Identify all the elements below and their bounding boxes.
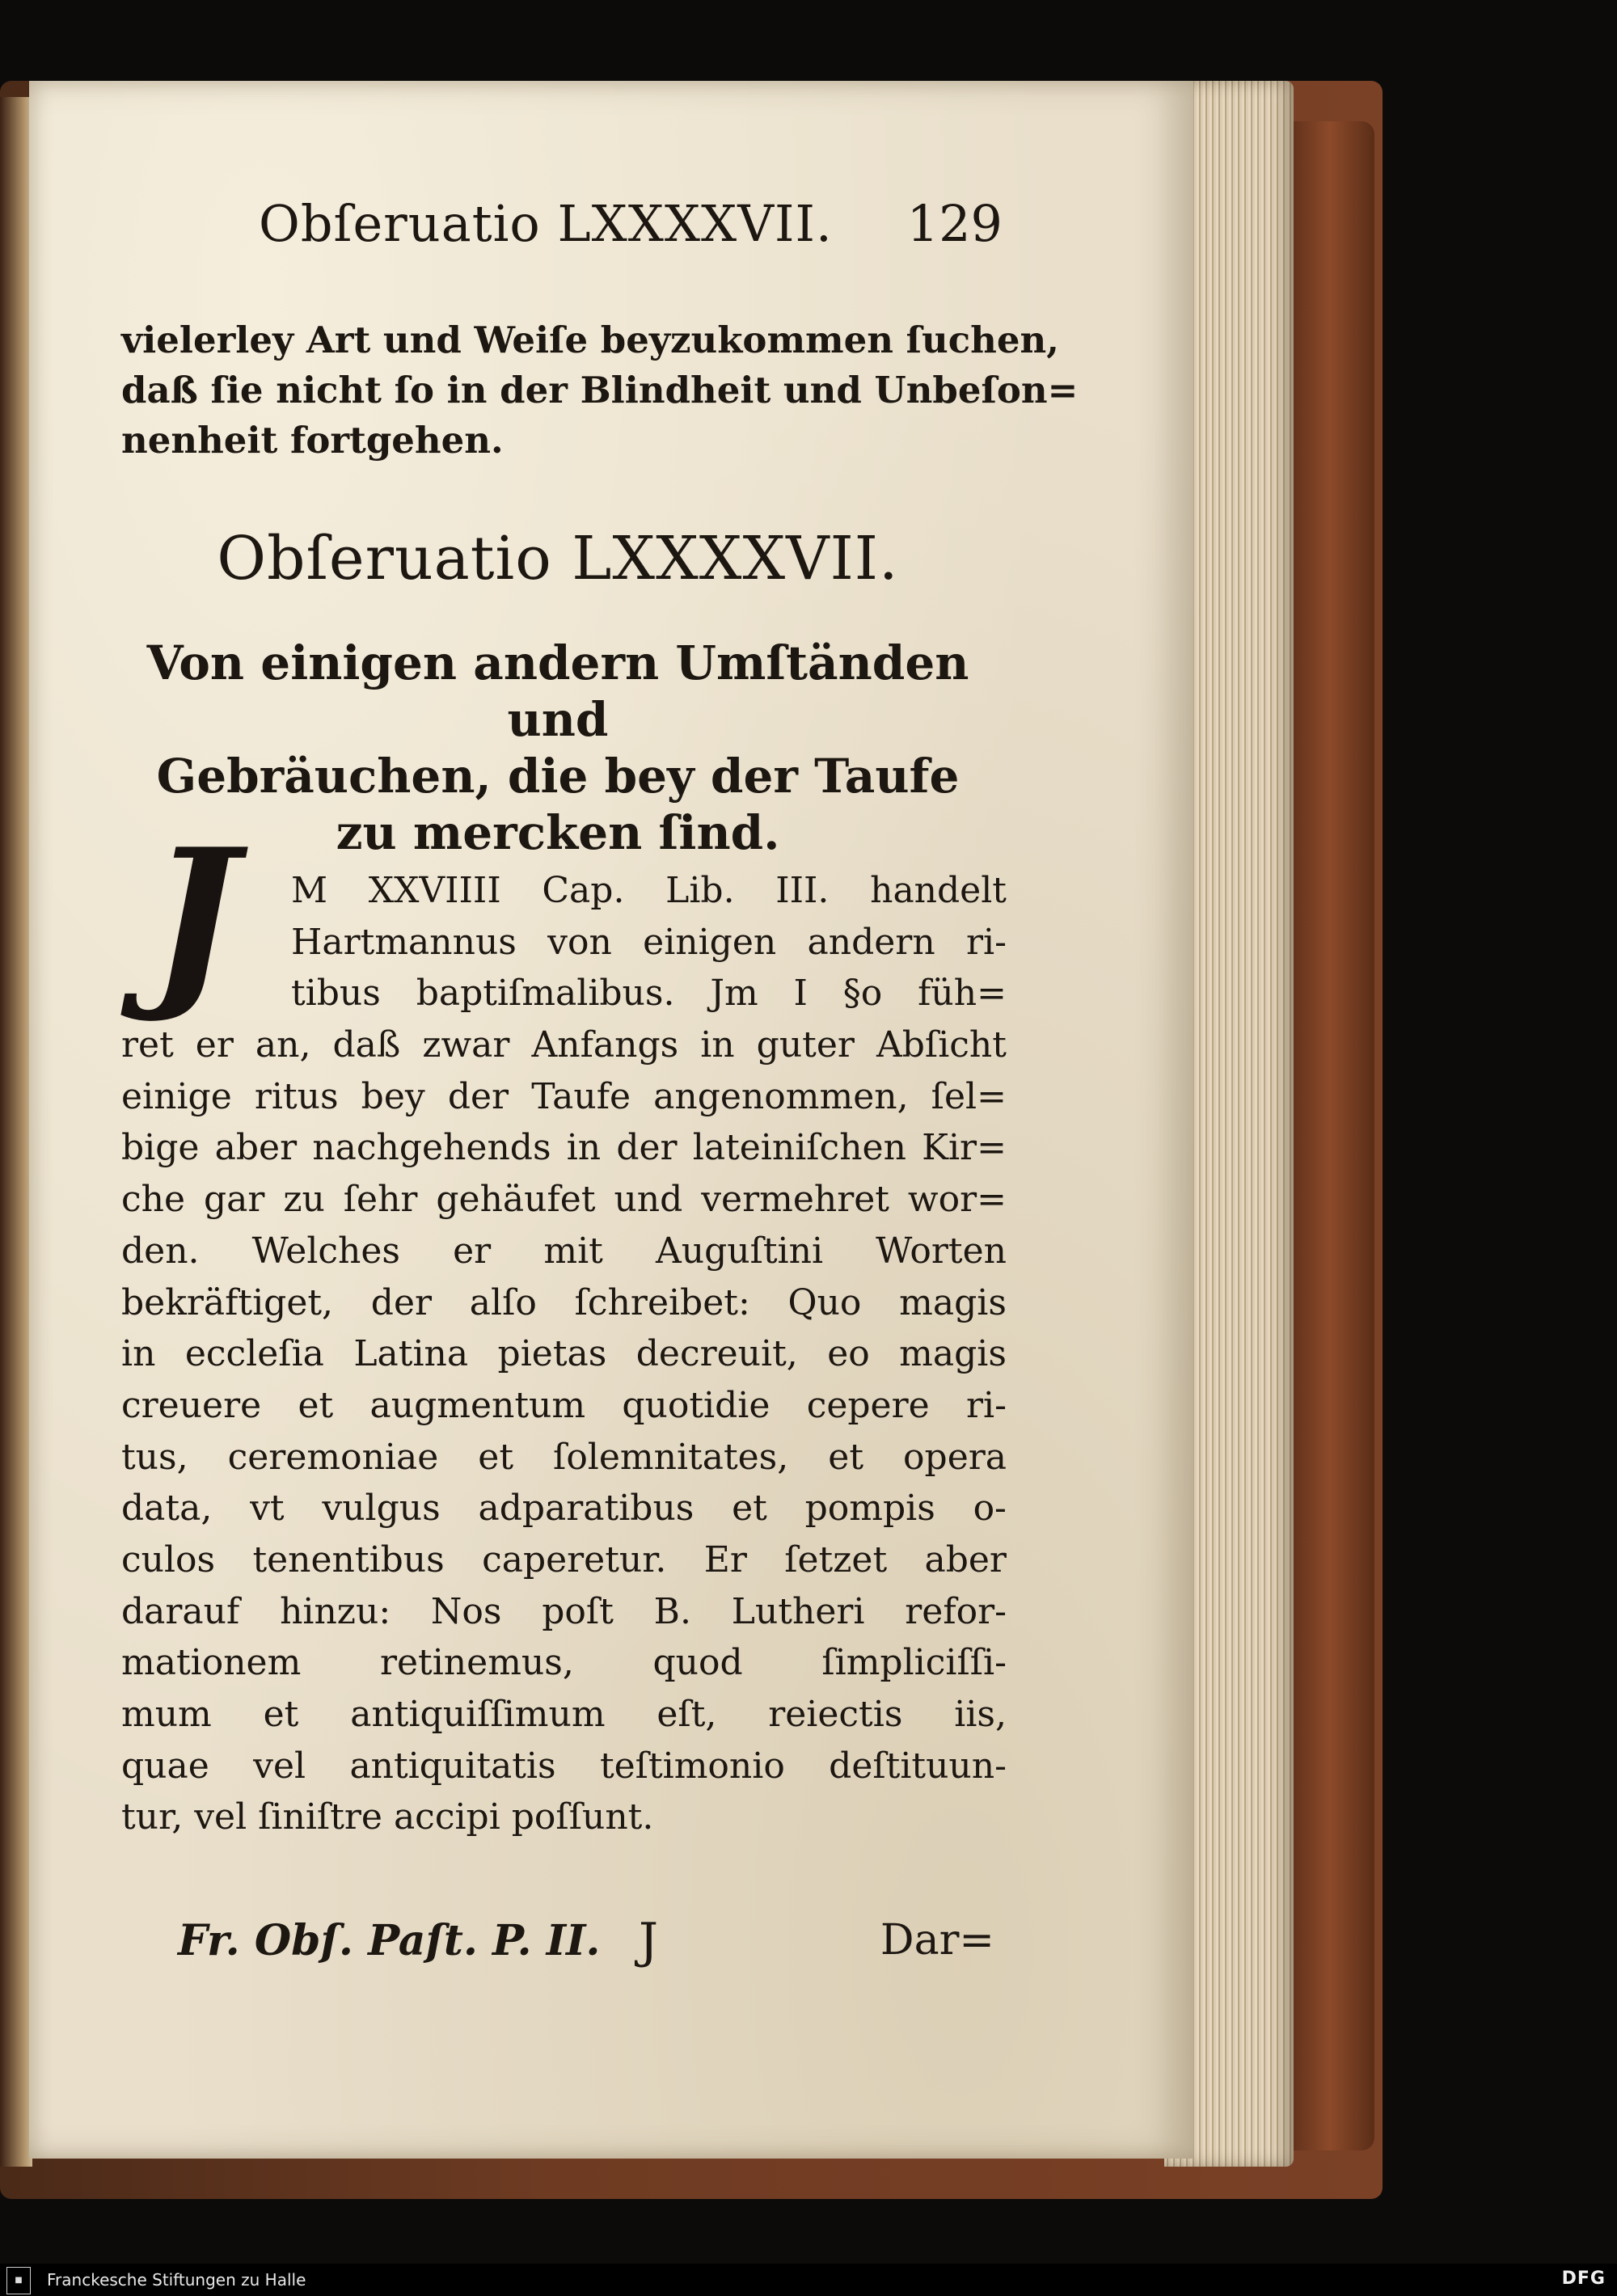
subtitle-line: Von einigen andern Umſtänden und xyxy=(146,635,969,747)
facing-page-edge xyxy=(0,97,32,2167)
body-line: M XXVIIII Cap. Lib. III. handelt xyxy=(291,870,1007,911)
institution-logo-icon: ■ xyxy=(6,2267,31,2294)
body-line: mum et antiquiſſimum eſt, reiectis iis, xyxy=(121,1694,1007,1735)
subtitle-line: zu mercken ſind. xyxy=(336,805,780,860)
body-paragraph xyxy=(121,865,1007,1843)
signature-line: Fr. Obſ. Paſt. P. II. xyxy=(178,1916,601,1965)
cover-edge xyxy=(1286,121,1374,2150)
body-line: tur, vel ſiniſtre accipi poſſunt. xyxy=(121,1796,654,1838)
sheet-mark: J xyxy=(639,1913,659,1969)
body-line: in eccleſia Latina pietas decreuit, eo magis xyxy=(121,1333,1007,1375)
body-line: bige aber nachgehends in der lateiniſchen Kir= xyxy=(121,1127,1007,1169)
drop-initial: J xyxy=(150,808,239,1027)
body-line: ret er an, daß zwar Anfangs in guter Abſicht xyxy=(121,1024,1007,1066)
body-line: darauf hinzu: Nos poſt B. Lutheri refor- xyxy=(121,1590,1007,1632)
body-line: mationem retinemus, quod ſimpliciſſi- xyxy=(121,1642,1007,1684)
page-footer xyxy=(121,1913,994,1973)
body-line: che gar zu ſehr gehäufet und vermehret wor= xyxy=(121,1179,1007,1221)
observation-heading: Obſeruatio LXXXXVII. xyxy=(217,524,899,593)
intro-line: daß ſie nicht ſo in der Blindheit und Unbeſon= xyxy=(121,369,1079,412)
intro-line: vielerley Art und Weiſe beyzukommen ſuchen, xyxy=(121,319,1059,361)
intro-paragraph xyxy=(121,315,1079,466)
body-line: bekräftiget, der alſo ſchreibet: Quo magis xyxy=(121,1281,1007,1323)
institution-name[interactable]: Franckesche Stiftungen zu Halle xyxy=(47,2270,306,2290)
body-line: tus, ceremoniae et ſolemnitates, et opera xyxy=(121,1436,1007,1478)
body-line: creuere et augmentum quotidie cepere ri- xyxy=(121,1384,1007,1426)
running-title: Obſeruatio LXXXXVII. xyxy=(259,194,833,253)
intro-line: nenheit fortgehen. xyxy=(121,419,504,462)
body-line: tibus baptiſmalibus. Jm I §o füh= xyxy=(291,973,1007,1015)
catchword: Dar= xyxy=(880,1916,994,1965)
body-line: data, vt vulgus adparatibus et pompis o- xyxy=(121,1488,1007,1530)
dfg-logo[interactable]: DFG xyxy=(1561,2269,1606,2289)
running-header xyxy=(259,194,1003,259)
body-line: Hartmannus von einigen andern ri- xyxy=(291,921,1007,963)
body-line: culos tenentibus caperetur. Er ſetzet aber xyxy=(121,1538,1007,1581)
body-line: den. Welches er mit Auguſtini Worten xyxy=(121,1230,1007,1272)
body-line: quae vel antiquitatis teſtimonio deſtituun- xyxy=(121,1745,1007,1787)
body-line: einige ritus bey der Taufe angenommen, ſel= xyxy=(121,1075,1007,1117)
page-number: 129 xyxy=(906,194,1003,253)
viewer-footer-bar xyxy=(0,2264,1617,2296)
subtitle-line: Gebräuchen, die bey der Taufe xyxy=(156,749,960,804)
